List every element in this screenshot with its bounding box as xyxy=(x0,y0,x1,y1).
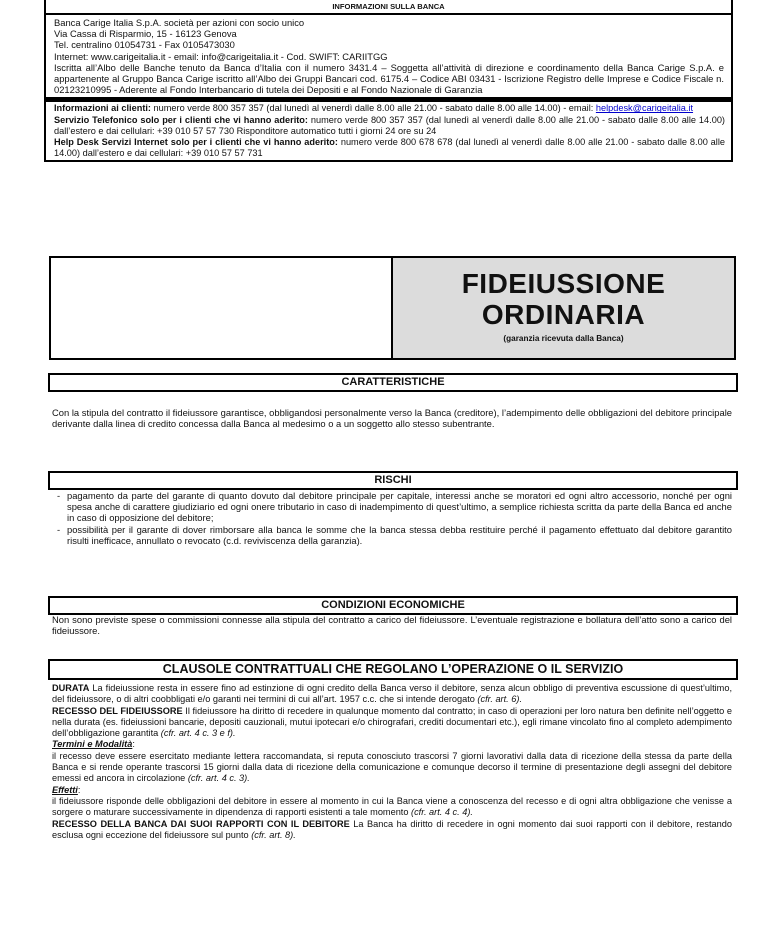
durata-clause: DURATA La fideiussione resta in essere fino ad estinzione di ogni credito della Banca verso il debitore, senza alcun obbligo di preventiva escussione di quest’ultimo, del fideiussore, o di altri coobbligati e/o garanti nei termini di cui all’art. 1957 c.c. che si intende derogato (cfr. art. 6). xyxy=(52,683,732,705)
bank-name: Banca Carige Italia S.p.A. società per azioni con socio unico xyxy=(54,17,305,28)
info-clienti: Informazioni ai clienti: numero verde 800 357 357 (dal lunedì al venerdì dalle 8.00 alle 21.00 - sabato dalle 8.00 alle 14.00) - email: helpdesk@carigeitalia.it xyxy=(54,103,694,114)
bank-info-header: INFORMAZIONI SULLA BANCA xyxy=(44,0,733,15)
termini-text: il recesso deve essere esercitato mediante lettera raccomandata, si reputa conosciuto trascorsi 7 giorni lavorativi dalla data di ricezione della stessa da parte della Banca e si rende operante trascorsi 15 giorni dalla data di ricezione della comunicazione e comunque decorso il termine di presentazione degli assegni del debitore emessi ed ancora in circolazione (cfr. art. 4 c. 3). xyxy=(52,750,732,784)
condizioni-text: Non sono previste spese o commissioni connesse alla stipula del contratto a carico del fideiussore. L’eventuale registrazione e bollatura dell’atto sono a carico del fideiussore. xyxy=(52,614,732,637)
bank-info-box xyxy=(44,15,733,99)
caratteristiche-text: Con la stipula del contratto il fideiussore garantisce, obbligandosi personalmente verso la Banca (creditore), l’adempimento delle obbligazioni del debitore principale derivante dalla linea di credito concessa dalla Banca al medesimo o a un soggetto allo stesso subentrante. xyxy=(52,407,732,430)
help-desk: Help Desk Servizi Internet solo per i clienti che vi hanno aderito: numero verde 800 678 678 (dal lunedì al venerdì dalle 8.00 alle 21.00 - sabato dalle 8.00 alle 14.00) dall’estero e dai cellulari: +39 010 57 57 731 xyxy=(54,137,725,159)
rischi-list xyxy=(57,490,732,546)
bank-registration: Iscritta all’Albo delle Banche tenuto da Banca d’Italia con il numero 3431.4 – Soggetta all’attività di direzione e coordinamento della Banca Carige S.p.A. e appartenente al Gruppo Banca Carige iscritto all’Albo dei Gruppi Bancari cod. 6175.4 – Codice ABI 03431 - Iscrizione Registro delle Imprese e Codice Fiscale n. 02123210995 - Aderente al Fondo Interbancario di tutela dei Depositi e al Fondo Nazionale di Garanzia xyxy=(54,61,724,96)
helpdesk-email-link[interactable]: helpdesk@carigeitalia.it xyxy=(595,103,694,114)
bank-phone: Tel. centralino 01054731 - Fax 0105473030 xyxy=(54,39,235,51)
rischi-item: - pagamento da parte del garante di quanto dovuto dal debitore principale per capitale, interessi anche se moratori ed ogni altro accessorio, nonché per ogni spesa anche di carattere giudiziario ed ogni onere tributario in caso di inadempimento di quest’ultimo, a semplice richiesta scritta da parte della Banca ed anche in caso di opposizione del debitore; xyxy=(57,490,732,524)
servizio-telefonico: Servizio Telefonico solo per i clienti che vi hanno aderito: numero verde 800 357 357 (dal lunedì al venerdì dalle 8.00 alle 21.00 - sabato dalle 8.00 alle 14.00) dall’estero e dai cellulari: +39 010 57 57 730 Risponditore automatico tutti i giorni 24 ore su 24 xyxy=(54,114,725,136)
effetti-text: il fideiussore risponde delle obbligazioni del debitore in essere al momento in cui la Banca viene a conoscenza del recesso e di ogni altra obbligazione che venisse a sorgere o maturare successivamente in dipendenza di rapporti esistenti a tale momento (cfr. art. 4 c. 4). xyxy=(52,795,732,818)
recesso-banca-clause: RECESSO DELLA BANCA DAI SUOI RAPPORTI CON IL DEBITORE La Banca ha diritto di recedere in ogni momento dai suoi rapporti con il debitore, restando esclusa ogni eccezione del fideiussore sul punto (cfr. art. 8). xyxy=(52,818,732,840)
caratteristiche-heading: CARATTERISTICHE xyxy=(48,373,738,392)
termini-label: Termini e Modalità: xyxy=(52,739,135,750)
rischi-item: - possibilità per il garante di dover rimborsare alla banca le somme che la banca stessa debba restituire perché il pagamento effettuato dal debitore garantito risulti inefficace, annullato o revocato (c.d. reviviscenza della garanzia). xyxy=(57,524,732,546)
document-page xyxy=(44,0,733,840)
title-line-1: FIDEIUSSIONE xyxy=(461,268,666,299)
clausole-text xyxy=(52,683,732,841)
recesso-fideiussore-clause: RECESSO DEL FIDEIUSSORE Il fideiussore ha diritto di recedere in qualunque momento dal contratto; in caso di operazioni per loro natura ben definite nell’oggetto e nella durata (es. fideiussioni bancarie, depositi cauzionali, mutui ipotecari e/o chirografari, crediti documentari etc.), egli rimane vincolato fino al completo adempimento dell’obbligazione garantita (cfr. art. 4 c. 3 e f). xyxy=(52,705,732,739)
effetti-label: Effetti: xyxy=(52,784,81,795)
title-subtitle: (garanzia ricevuta dalla Banca) xyxy=(503,334,624,343)
bank-address: Via Cassa di Risparmio, 15 - 16123 Genova xyxy=(54,28,237,40)
condizioni-heading: CONDIZIONI ECONOMICHE xyxy=(48,596,738,615)
rischi-heading: RISCHI xyxy=(48,471,738,490)
product-title xyxy=(393,258,734,358)
contacts-box xyxy=(44,99,733,162)
bank-internet: Internet: www.carigeitalia.it - email: info@carigeitalia.it - Cod. SWIFT: CARIITGG xyxy=(54,50,388,62)
logo-area xyxy=(51,258,393,358)
product-title-block xyxy=(49,256,736,360)
clausole-heading: CLAUSOLE CONTRATTUALI CHE REGOLANO L’OPERAZIONE O IL SERVIZIO xyxy=(48,659,738,680)
title-line-2: ORDINARIA xyxy=(481,299,646,330)
